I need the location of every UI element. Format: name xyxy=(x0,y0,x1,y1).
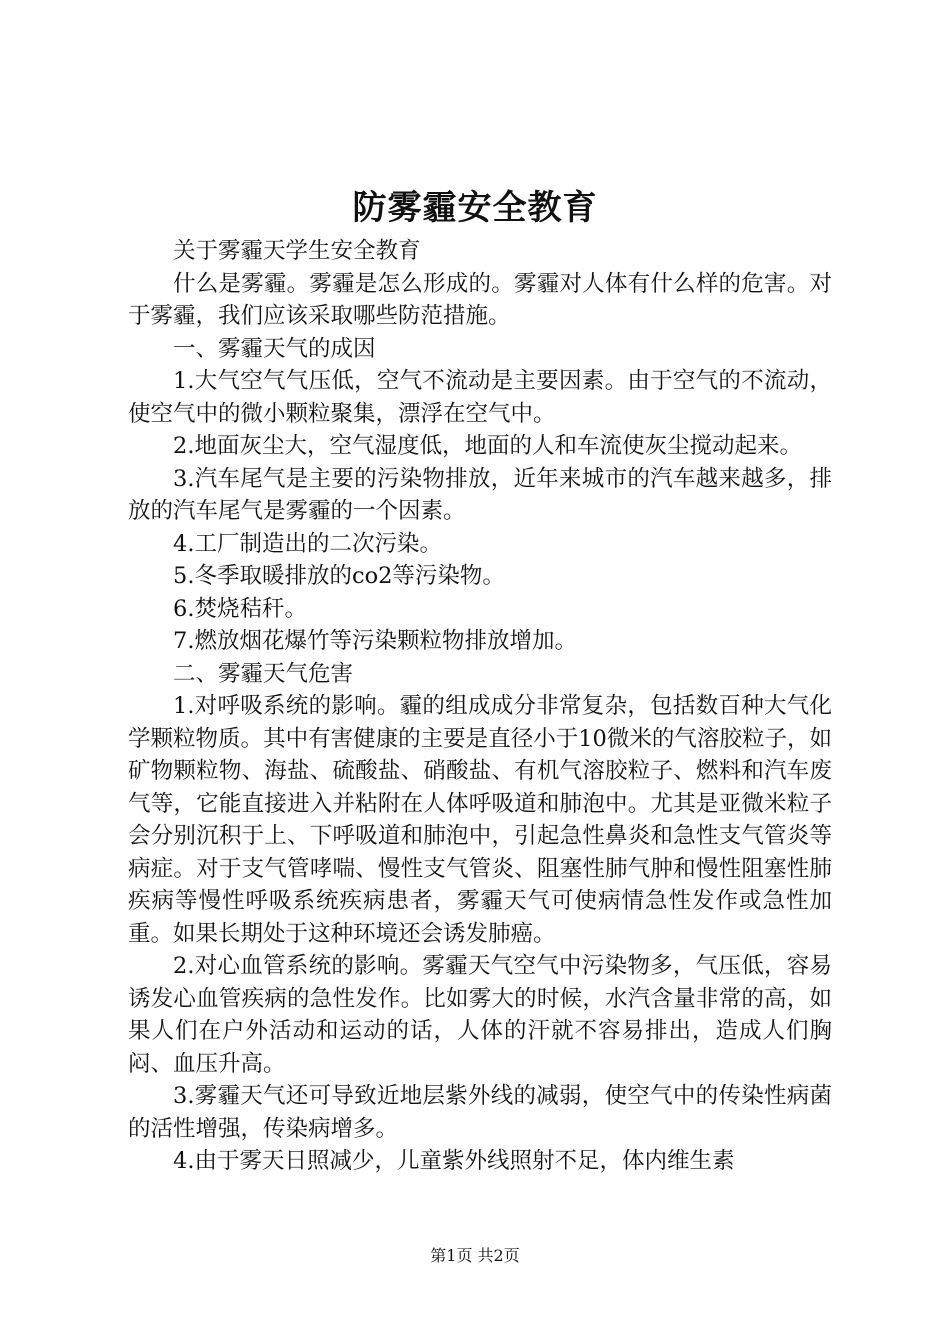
hazard-item-2: 2.对心血管系统的影响。雾霾天气空气中污染物多，气压低，容易诱发心血管疾病的急性发作。比如雾大的时候，水汽含量非常的高，如果人们在户外活动和运动的话，人体的汗就不容易排出，造成人们胸闷、血压升高。 xyxy=(128,953,832,1077)
cause-item-7: 7.燃放烟花爆竹等污染颗粒物排放增加。 xyxy=(173,628,577,654)
cause-item-6: 6.焚烧秸秆。 xyxy=(173,595,307,622)
cause-item-2: 2.地面灰尘大，空气湿度低，地面的人和车流使灰尘搅动起来。 xyxy=(173,433,802,459)
cause-item-1: 1.大气空气气压低，空气不流动是主要因素。由于空气的不流动，使空气中的微小颗粒聚集，漂浮在空气中。 xyxy=(128,368,832,427)
paragraph-subtitle: 关于雾霾天学生安全教育 xyxy=(173,238,421,264)
hazard-item-3: 3.雾霾天气还可导致近地层紫外线的减弱，使空气中的传染性病菌的活性增强，传染病增多。 xyxy=(128,1083,832,1142)
section-heading-causes: 一、雾霾天气的成因 xyxy=(173,335,376,362)
hazard-item-1: 1.对呼吸系统的影响。霾的组成成分非常复杂，包括数百种大气化学颗粒物质。其中有害健康的主要是直径小于10微米的气溶胶粒子，如矿物颗粒物、海盐、硫酸盐、硝酸盐、有机气溶胶粒子、燃料和汽车废气等，它能直接进入并粘附在人体呼吸道和肺泡中。尤其是亚微米粒子会分别沉积于上、下呼吸道和肺泡中，引起急性鼻炎和急性支气管炎等病症。对于支气管哮喘、慢性支气管炎、阻塞性肺气肿和慢性阻塞性肺疾病等慢性呼吸系统疾病患者，雾霾天气可使病情急性发作或急性加重。如果长期处于这种环境还会诱发肺癌。 xyxy=(128,693,832,947)
paragraph-intro: 什么是雾霾。雾霾是怎么形成的。雾霾对人体有什么样的危害。对于雾霾，我们应该采取哪些防范措施。 xyxy=(128,270,832,329)
page-footer: 第1页 共2页 xyxy=(430,1246,520,1265)
document-title: 防雾霾安全教育 xyxy=(352,188,598,228)
hazard-item-4: 4.由于雾天日照减少，儿童紫外线照射不足，体内维生素 xyxy=(173,1148,735,1174)
cause-item-3: 3.汽车尾气是主要的污染物排放，近年来城市的汽车越来越多，排放的汽车尾气是雾霾的一个因素。 xyxy=(128,465,832,524)
section-heading-hazards: 二、雾霾天气危害 xyxy=(173,660,354,687)
document-body xyxy=(128,235,832,1178)
cause-item-4: 4.工厂制造出的二次污染。 xyxy=(173,530,442,557)
cause-item-5: 5.冬季取暖排放的co2等污染物。 xyxy=(173,563,505,589)
